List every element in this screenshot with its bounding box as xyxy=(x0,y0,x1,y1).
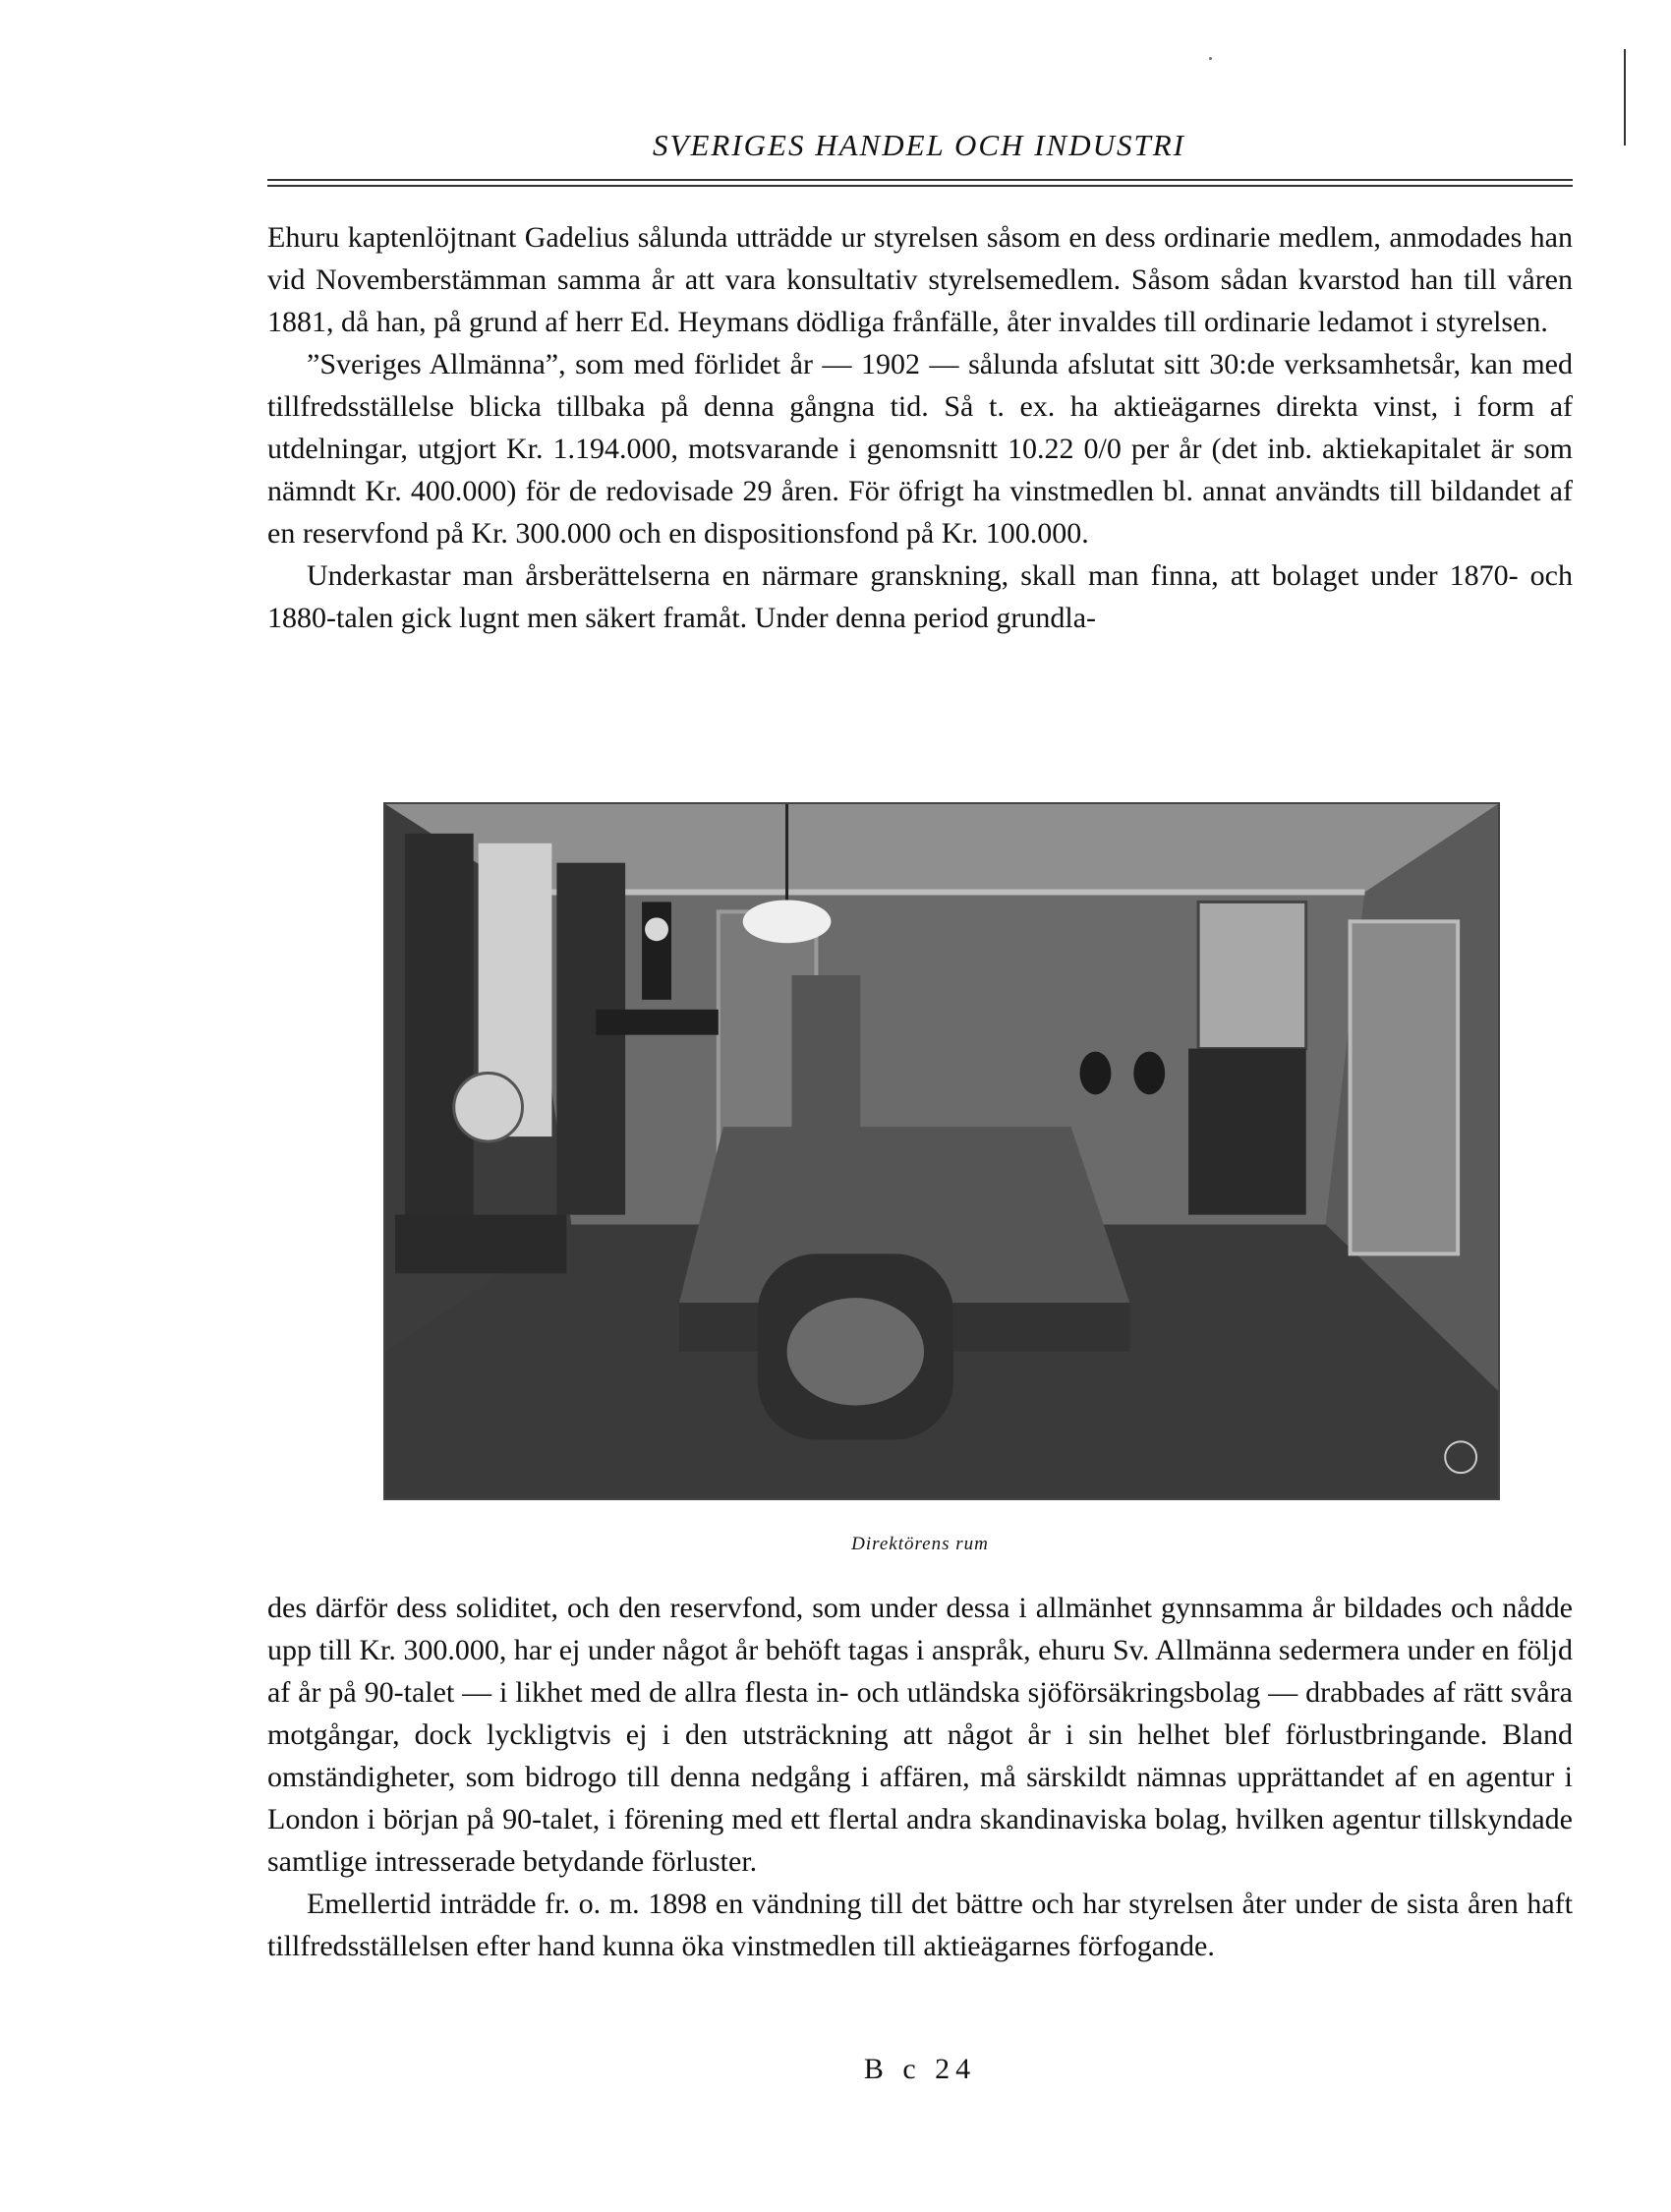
header-rule-top xyxy=(267,179,1573,181)
figure-caption: Direktörens rum xyxy=(851,1534,989,1554)
paragraph: Emellertid inträdde fr. o. m. 1898 en vändning till det bättre och har styrelsen åter under de sista åren haft tillfredsställelsen efter hand kunna öka vinstmedlen till aktieägarnes förfogande. xyxy=(267,1888,1573,1962)
paragraph: des därför dess soliditet, och den reservfond, som under dessa i allmänhet gynnsamma år bildades och nådde upp till Kr. 300.000, har ej under något år behöft tagas i anspråk, ehuru Sv. Allmänna sedermera under en följd af år på 90-talet — i likhet med de allra flesta in- och utländska sjöförsäkringsbolag — drabbades af rätt svåra motgångar, dock lyckligtvis ej i den utsträckning att något år i sin helhet blef förlustbringande. Bland omständigheter, som bidrogo till denna nedgång i affären, må särskildt nämnas upprättandet af en agentur i London i början på 90-talet, i förening med ett flertal andra skandinaviska bolag, hvilken agentur tillskyndade samtlige intresserade betydande förluster. xyxy=(267,1592,1573,1878)
margin-rule xyxy=(1624,49,1626,146)
paragraph: Underkastar man årsberättelserna en närmare granskning, skall man finna, att bolaget under 1870- och 1880-talen gick lugnt men säkert framåt. Under denna period grundla- xyxy=(267,559,1573,634)
body-text-top xyxy=(267,216,1573,639)
header-rule-bottom xyxy=(267,185,1573,187)
office-photograph xyxy=(383,802,1500,1500)
running-title: SVERIGES HANDEL OCH INDUSTRI xyxy=(653,128,1185,162)
margin-speck xyxy=(1209,57,1212,60)
paragraph: Ehuru kaptenlöjtnant Gadelius sålunda utträdde ur styrelsen såsom en dess ordinarie medlem, anmodades han vid Novemberstämman samma år att vara konsultativ styrelsemedlem. Såsom sådan kvarstod han till våren 1881, då han, på grund af herr Ed. Heymans dödliga frånfälle, åter invaldes till ordinarie ledamot i styrelsen. xyxy=(267,221,1573,338)
office-photograph-image xyxy=(385,804,1498,1498)
body-text-bottom xyxy=(267,1587,1573,1967)
paragraph: ”Sveriges Allmänna”, som med förlidet år — 1902 — sålunda afslutat sitt 30:de verksamhetsår, kan med tillfredsställelse blicka tillbaka på denna gångna tid. Så t. ex. ha aktieägarnes direkta vinst, i form af utdelningar, utgjort Kr. 1.194.000, motsvarande i genomsnitt 10.22 0/0 per år (det inb. aktiekapitalet är som nämndt Kr. 400.000) för de redovisade 29 åren. För öfrigt ha vinstmedlen bl. annat användts till bildandet af en reservfond på Kr. 300.000 och en dispositionsfond på Kr. 100.000. xyxy=(267,348,1573,550)
page-number: B c 24 xyxy=(863,2053,977,2085)
